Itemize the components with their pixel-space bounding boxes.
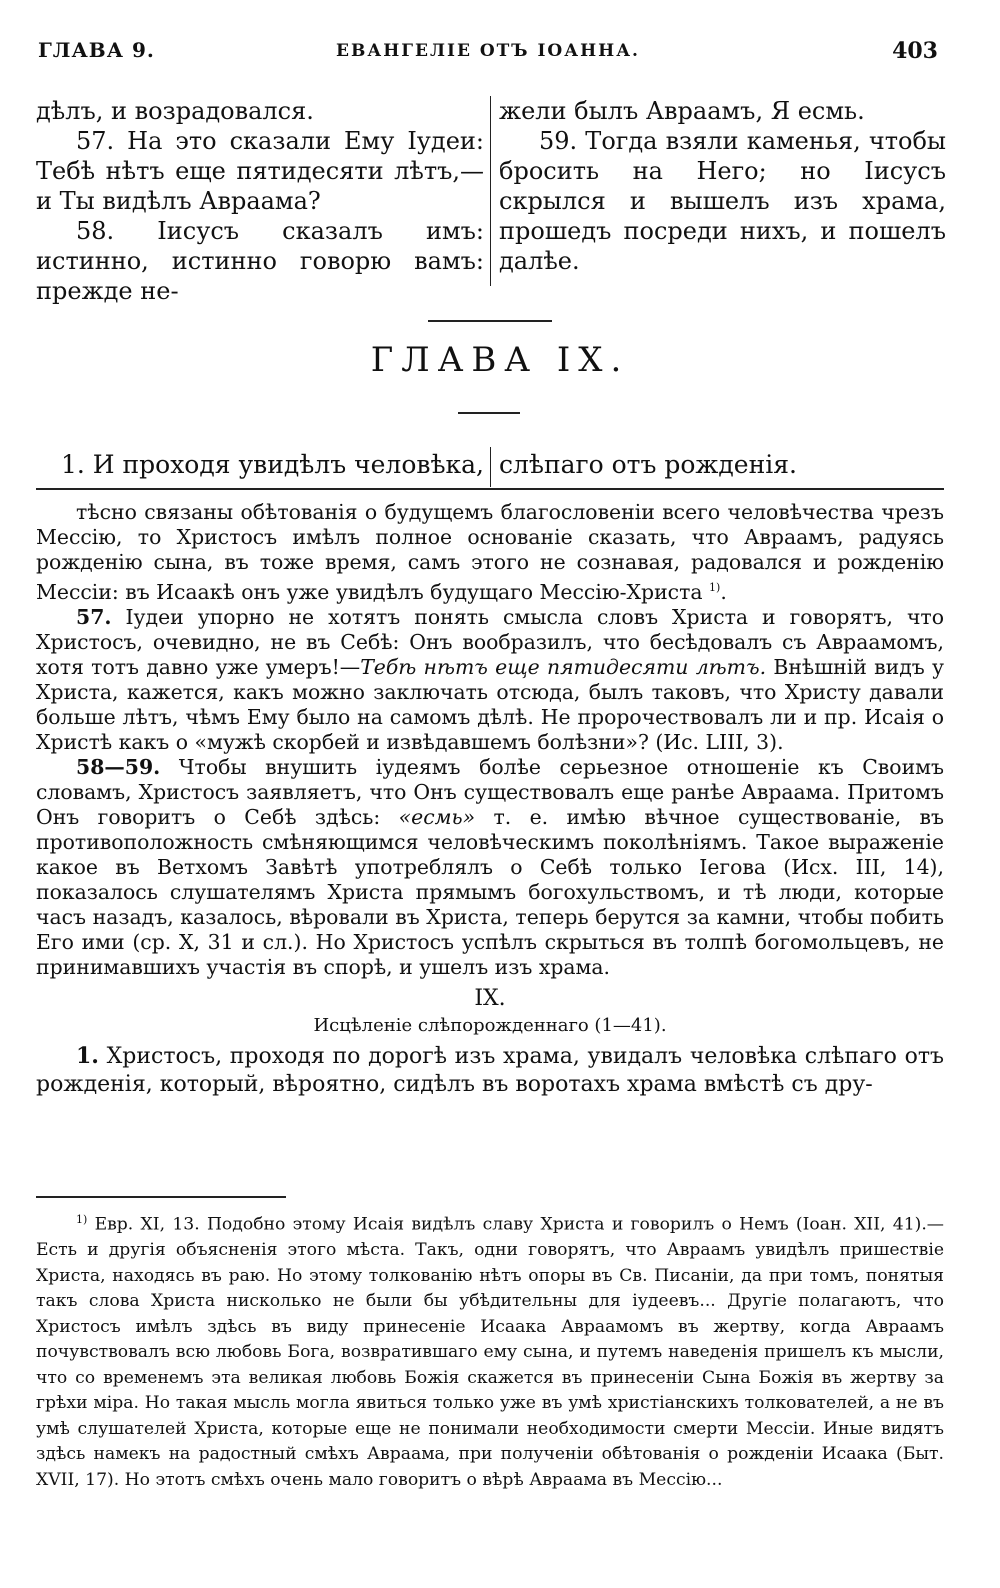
divider bbox=[458, 412, 520, 414]
commentary-paragraph bbox=[36, 1042, 944, 1099]
page-number: 403 bbox=[892, 38, 938, 64]
divider bbox=[36, 488, 944, 490]
top-verses bbox=[36, 96, 946, 305]
verse-ref: 57. bbox=[76, 604, 112, 629]
text: т. е. имѣю вѣчное существованіе, въ противоположность смѣняющимся человѣческимъ поколѣніямъ. Такое выраженіе какое въ Ветхомъ Завѣтѣ употреблялъ о Себѣ только Іегова (Исх. III, 14), показалось слушателямъ Христа прямымъ богохульствомъ, и тѣ люди, которые часъ назадъ, казалось, вѣровали въ Христа, теперь берутся за камни, чтобы побить Его ими (ср. X, 31 и сл.). Но Христосъ успѣлъ скрыться въ толпѣ богомольцевъ, не принимавшихъ участія въ спорѣ, и ушелъ изъ храма. bbox=[36, 804, 944, 979]
section-number: IX. bbox=[474, 985, 506, 1011]
text: Христосъ, проходя по дорогѣ изъ храма, увидалъ человѣка слѣпаго отъ рожденія, который, вѣроятно, сидѣлъ въ воротахъ храма вмѣстѣ съ дру- bbox=[36, 1043, 944, 1097]
verse-1-left bbox=[36, 447, 491, 487]
verse-1-right-text: слѣпаго отъ рожденія. bbox=[499, 450, 797, 479]
text: тѣсно связаны обѣтованія о будущемъ благословеніи всего человѣчества чрезъ Мессію, то Христосъ имѣлъ полное основаніе сказать, что Авраамъ, радуясь рожденію сына, въ тоже время, самъ этого не сознавая, радовался и рожденію Мессіи: въ Исаакѣ онъ уже увидѣлъ будущаго Мессію-Христа bbox=[36, 500, 944, 604]
text: Внѣшній видъ у Христа, кажется, какъ можно заключать отсюда, былъ таковъ, что Христу давали больше лѣтъ, чѣмъ Ему было на самомъ дѣлѣ. Не пророчествовалъ ли и пр. Исаія о Христѣ какъ о «мужѣ скорбей и извѣдавшемъ болѣзни»? (Ис. LIII, 3). bbox=[36, 654, 944, 754]
section-title: Исцѣленіе слѣпорожденнаго (1—41). bbox=[313, 1014, 667, 1036]
chapter-title: ГЛАВА IX. bbox=[370, 340, 630, 380]
divider bbox=[428, 320, 552, 322]
header-book-title: ЕВАНГЕЛІЕ ОТЪ ІОАННА. bbox=[336, 41, 640, 61]
text: . bbox=[720, 579, 727, 604]
footnote-mark: 1) bbox=[76, 1213, 88, 1226]
verse-ref: 58—59. bbox=[76, 754, 161, 779]
verse-1-left-text: 1. И проходя увидѣлъ человѣка, bbox=[60, 450, 484, 479]
verse-1 bbox=[36, 447, 946, 487]
footnote bbox=[36, 1207, 944, 1493]
quote: «есмь» bbox=[398, 804, 476, 829]
header-chapter: ГЛАВА 9. bbox=[38, 38, 155, 62]
verses-right-column bbox=[491, 96, 946, 286]
verses-left-column bbox=[36, 96, 491, 305]
verse-1-right bbox=[491, 447, 946, 487]
footnote-divider bbox=[36, 1196, 286, 1198]
commentary-paragraph bbox=[36, 755, 944, 980]
verse-58: 58. Іисусъ сказалъ имъ: истинно, истинно говорю вамъ: прежде не- bbox=[36, 217, 484, 305]
verse-ref: 1. bbox=[76, 1042, 99, 1069]
text: Іудеи упорно не хотятъ понять смысла словъ Христа и говорятъ, что Христосъ, очевидно, не въ Себѣ: Онъ вообразилъ, что бесѣдовалъ съ Авраамомъ, хотя тотъ давно уже умеръ!— bbox=[36, 604, 944, 679]
commentary-paragraph bbox=[36, 500, 944, 605]
commentary bbox=[36, 500, 944, 1099]
verse-line: дѣлъ, и возрадовался. bbox=[36, 97, 314, 125]
running-header bbox=[38, 38, 938, 72]
verse-57: 57. На это сказали Ему Іудеи: Тебѣ нѣтъ еще пятидесяти лѣтъ,— и Ты видѣлъ Авраама? bbox=[36, 127, 484, 215]
verse-59: 59. Тогда взяли каменья, чтобы бросить на Него; но Іисусъ скрылся и вышелъ изъ храма, прошедъ посреди нихъ, и пошелъ далѣе. bbox=[499, 127, 946, 275]
quote: Тебѣ нѣтъ еще пятидесяти лѣтъ. bbox=[360, 654, 767, 679]
footnote-ref: 1) bbox=[709, 581, 721, 594]
commentary-paragraph bbox=[36, 605, 944, 755]
verse-58-cont: жели былъ Авраамъ, Я есмь. bbox=[499, 97, 865, 125]
footnote-text: Евр. XI, 13. Подобно этому Исаія видѣлъ славу Христа и говорилъ о Немъ (Іоан. XII, 41).—Есть и другія объясненія этого мѣста. Такъ, одни говорятъ, что Авраамъ увидѣлъ пришествіе Христа, находясь въ раю. Но этому толкованію нѣтъ опоры въ Св. Писаніи, да при томъ, понятыя такъ слова Христа нисколько не были бы убѣдительны для іудеевъ... Другіе полагаютъ, что Христосъ имѣлъ здѣсь въ виду принесеніе Исаака Авраамомъ въ жертву, когда Авраамъ почувствовалъ всю любовь Бога, возвратившаго ему сына, и путемъ наведенія пришелъ къ мысли, что со временемъ эта великая любовь Божія скажется въ принесеніи Сына Божія въ жертву за грѣхи міра. Но такая мысль могла явиться только уже въ умѣ христіанскихъ толкователей, а не въ умѣ слушателей Христа, которые еще не понимали необходимости смерти Мессіи. Иные видятъ здѣсь намекъ на радостный смѣхъ Авраама, при полученіи обѣтованія о рожденіи Исаака (Быт. XVII, 17). Но этотъ смѣхъ очень мало говоритъ о вѣрѣ Авраама въ Мессію... bbox=[36, 1214, 944, 1490]
text: Чтобы внушить іудеямъ болѣе серьезное отношеніе къ Своимъ словамъ, Христосъ заявляетъ, что Онъ существовалъ еще ранѣе Авраама. Притомъ Онъ говоритъ о Себѣ здѣсь: bbox=[36, 754, 944, 829]
